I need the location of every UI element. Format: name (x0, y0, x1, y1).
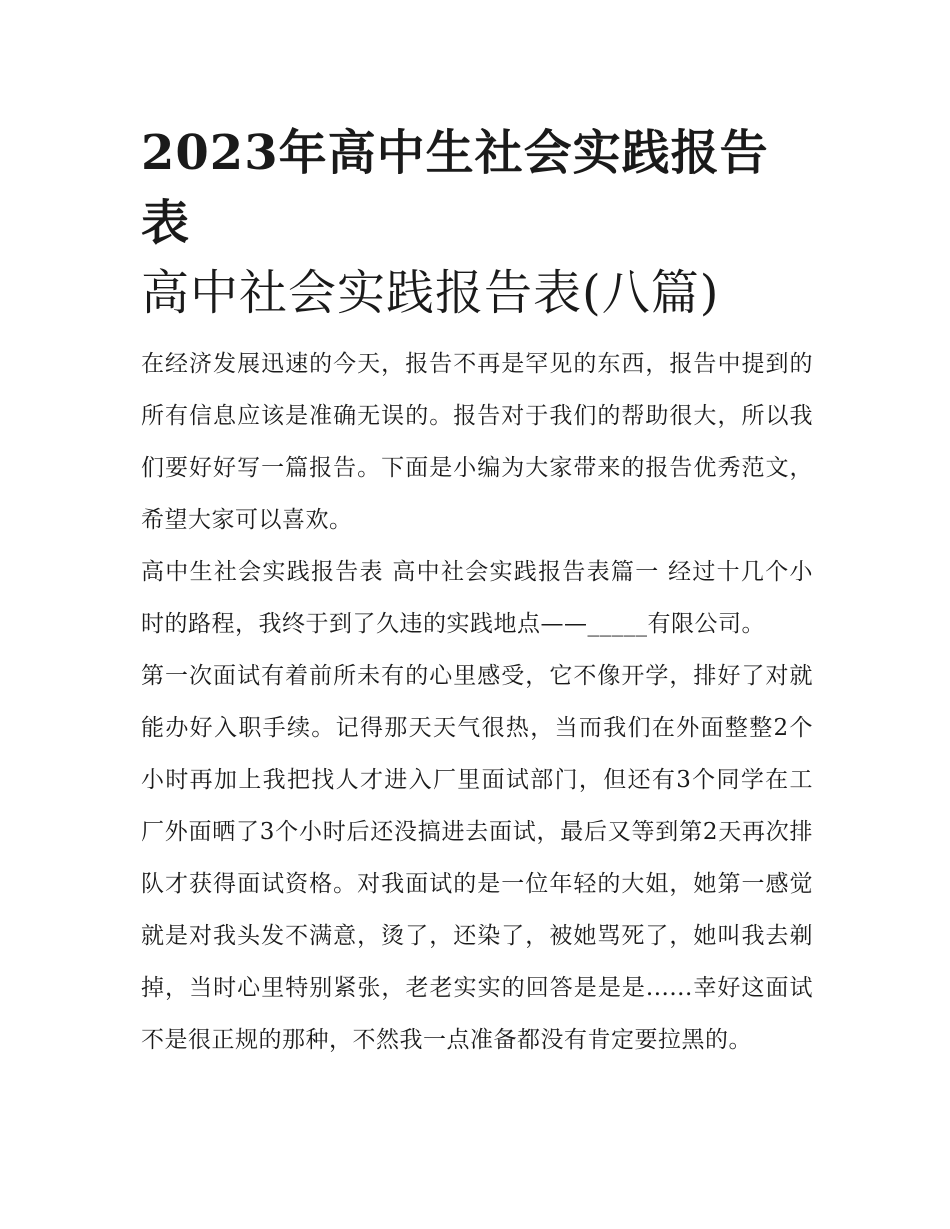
document-body (141, 338, 813, 1066)
document-title (141, 118, 813, 328)
paragraph-interview: 第一次面试有着前所未有的心里感受，它不像开学，排好了对就能办好入职手续。记得那天天气很热，当而我们在外面整整2个小时再加上我把找人才进入厂里面试部门，但还有3个同学在工厂外面晒了3个小时后还没搞进去面试，最后又等到第2天再次排队才获得面试资格。对我面试的是一位年轻的大姐，她第一感觉就是对我头发不满意，烫了，还染了，被她骂死了，她叫我去剃掉，当时心里特别紧张，老老实实的回答是是是......幸好这面试不是很正规的那种，不然我一点准备都没有肯定要拉黑的。 (141, 663, 813, 1053)
paragraph-intro: 在经济发展迅速的今天，报告不再是罕见的东西，报告中提到的所有信息应该是准确无误的。报告对于我们的帮助很大，所以我们要好好写一篇报告。下面是小编为大家带来的报告优秀范文，希望大家可以喜欢。 (141, 351, 813, 533)
title-line-2: 高中社会实践报告表(八篇) (141, 265, 720, 321)
title-line-1: 2023年高中生社会实践报告表 (141, 125, 769, 251)
document-page (141, 118, 813, 1066)
paragraph-section-one: 高中生社会实践报告表 高中社会实践报告表篇一 经过十几个小时的路程，我终于到了久违的实践地点——_____有限公司。 (141, 559, 813, 637)
